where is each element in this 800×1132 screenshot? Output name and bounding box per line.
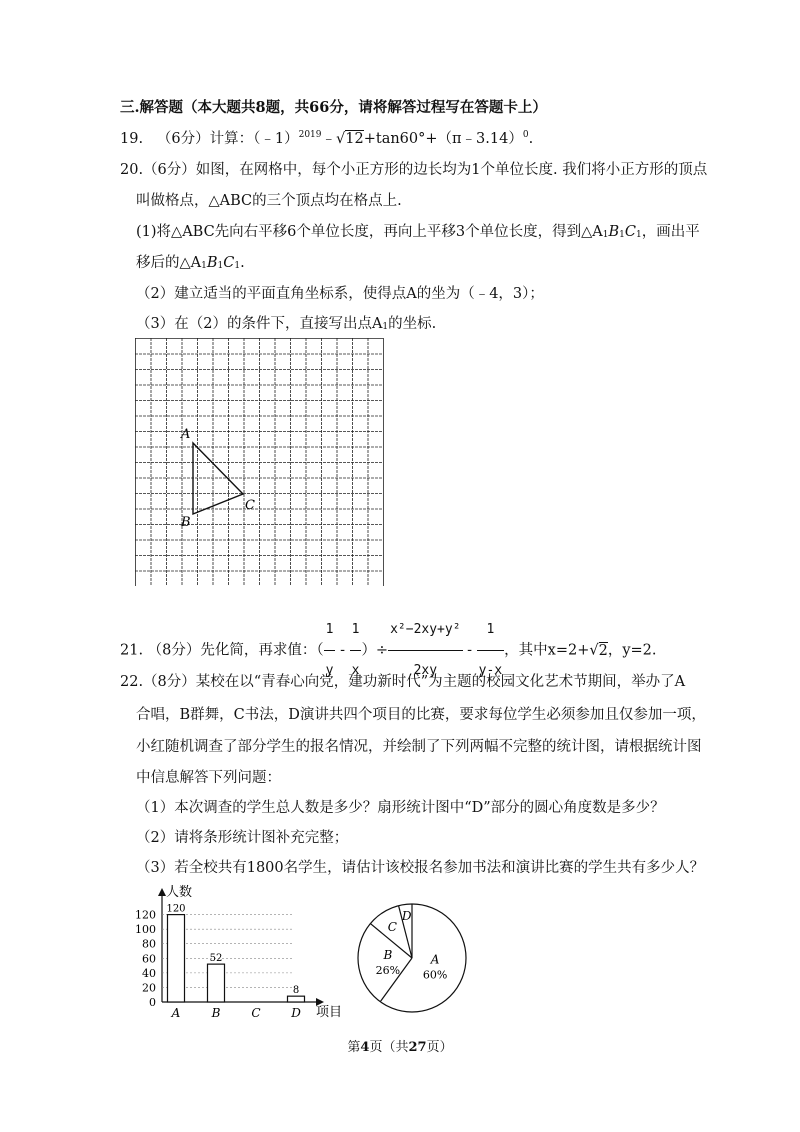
pie-label: A: [430, 952, 440, 967]
q19-radicand: 12: [345, 131, 364, 147]
y-tick-label: 120: [135, 908, 156, 922]
q20-part3-text-b: 的坐标.: [388, 316, 437, 332]
y-tick-label: 100: [135, 923, 156, 937]
frac-num: 1: [324, 610, 336, 651]
sqrt-symbol: √: [589, 642, 599, 659]
sub-1: 1: [636, 230, 642, 240]
question-19: [120, 129, 533, 149]
x-tick-label: C: [251, 1006, 261, 1020]
sub-1: 1: [602, 230, 609, 240]
pie-label: C: [387, 919, 397, 934]
q19-part2: ﹣: [321, 131, 337, 147]
footer-text-b: 页（共: [369, 1040, 409, 1055]
q21-lead: 21. （8分）先化简，再求值：: [120, 642, 317, 659]
q22-part1: （1）本次调查的学生总人数是多少？扇形统计图中“D”部分的圆心角度数是多少？: [136, 800, 665, 816]
y-axis-arrow: [158, 888, 166, 896]
footer-text-c: 页）: [426, 1040, 453, 1055]
q19-part1: （﹣1）: [253, 131, 299, 147]
q22-line3: 小红随机调查了部分学生的报名情况，并绘制了下列两幅不完整的统计图，请根据统计图: [136, 739, 702, 755]
section-title: 三.解答题（本大题共8题，共66分，请将解答过程写在答题卡上）: [120, 99, 547, 116]
pie-label: D: [401, 909, 412, 924]
grid-lines: [135, 338, 384, 586]
label-b: B: [181, 515, 191, 530]
sub-1: 1: [217, 261, 224, 271]
q20-part3: [136, 314, 436, 334]
y-tick-label: 60: [142, 952, 156, 966]
y-axis-label: 人数: [166, 885, 193, 900]
pie-label: B: [383, 948, 393, 963]
total-pages: 27: [408, 1040, 427, 1055]
q19-part3: +tan60°+（π﹣3.14）: [363, 131, 523, 147]
pie-chart: [355, 898, 475, 1018]
frac-num: 1: [477, 610, 504, 651]
q19-number: 19.: [120, 131, 144, 147]
q22-line2: 合唱，B群舞，C书法，D演讲共四个项目的比赛，要求每位学生必须参加且仅参加一项，: [136, 707, 706, 723]
q20-part1: (1)将△ABC先向右平移6个单位长度，再向上平移3个单位长度，得到$\triangle A_1B_1C_1$，画出平: [136, 224, 700, 240]
q20-part1-text-b: ，画出平: [641, 224, 700, 240]
q20-line1: 20.（6分）如图，在网格中，每个小正方形的边长均为1个单位长度. 我们将小正方形的顶点: [120, 162, 708, 178]
q22-line1: 22.（8分）某校在以“青春心向党，建功新时代”为主题的校园文化艺术节期间，举办了A: [120, 674, 686, 690]
q22-line4: 中信息解答下列问题：: [136, 770, 281, 786]
y-tick-label: 0: [149, 996, 156, 1009]
x-tick-label: A: [171, 1006, 181, 1020]
data-label: 120: [166, 903, 186, 915]
q22-part2: （2）请将条形统计图补充完整；: [136, 830, 349, 846]
pie-percent-label: 60%: [422, 968, 448, 982]
q21-tail-a: ，其中x=2+: [504, 642, 590, 659]
y-tick-label: 40: [142, 966, 156, 980]
bar: [168, 915, 185, 1002]
sub-1: 1: [234, 261, 241, 271]
q21-radicand: 2: [598, 642, 608, 659]
frac-den: 2xy: [413, 663, 438, 678]
triangle-abc: [193, 443, 243, 514]
pie-percent-label: 26%: [375, 964, 401, 978]
x-axis-label: 项目: [316, 1005, 343, 1020]
x-tick-label: D: [291, 1006, 301, 1020]
q20-part1-text-a: (1)将△ABC先向右平移6个单位长度，再向上平移3个单位长度，得到△A: [136, 224, 603, 240]
sub-1: 1: [382, 322, 389, 332]
frac-den: y-x: [478, 663, 503, 678]
q22-part3: （3）若全校共有1800名学生，请估计该校报名参加书法和演讲比赛的学生共有多少人？: [136, 860, 705, 876]
q19-exp2: 0: [522, 130, 529, 140]
frac-num: x²−2xy+y²: [388, 610, 462, 651]
data-label: 52: [209, 953, 223, 965]
question-21: 21. （8分）先化简，再求值：（ $\frac{1}{y}$ - $\frac{1}{x}$ ）÷ $\frac{\text{x²−2xy+y²}}{2xy}$ - $\frac{1}{y-x}$ ，其中x=2+√2，y=2.: [120, 610, 657, 691]
page-footer: [0, 1036, 800, 1055]
q20-part2: （2）建立适当的平面直角坐标系，使得点A的坐为（﹣4，3）；: [136, 286, 544, 302]
x-tick-label: B: [211, 1006, 221, 1020]
q21-tail-b: ，y=2.: [607, 642, 657, 659]
bar-chart: [130, 880, 350, 1020]
frac-num: 1: [350, 610, 362, 651]
frac-den: x: [351, 663, 360, 678]
sub-1: 1: [619, 230, 625, 240]
y-tick-label: 20: [142, 981, 156, 995]
label-c: C: [245, 498, 255, 513]
q19-score: （6分）计算：: [156, 131, 254, 147]
page-number: 4: [360, 1040, 370, 1055]
q20-line2: 叫做格点，△ABC的三个顶点均在格点上.: [136, 193, 402, 209]
sub-1: 1: [201, 261, 207, 271]
bar: [208, 964, 225, 1002]
y-tick-label: 80: [142, 937, 156, 951]
q19-part4: .: [528, 131, 534, 147]
bar: [288, 996, 305, 1002]
label-a: A: [181, 427, 191, 442]
data-label: 8: [292, 985, 300, 997]
q20-part1-text-c: 移后的△A: [136, 255, 202, 271]
grid-figure: [135, 338, 385, 586]
q20-part3-text-a: （3）在（2）的条件下，直接写出点A: [136, 316, 383, 332]
q19-exp1: 2019: [298, 130, 322, 140]
frac-den: y: [325, 663, 334, 678]
q20-part1-cont: 移后的$\triangle A_1B_1C_1$.: [136, 255, 245, 271]
pie-marks: [358, 904, 466, 1012]
footer-text-a: 第: [347, 1040, 361, 1055]
sqrt-symbol: √: [336, 131, 346, 147]
